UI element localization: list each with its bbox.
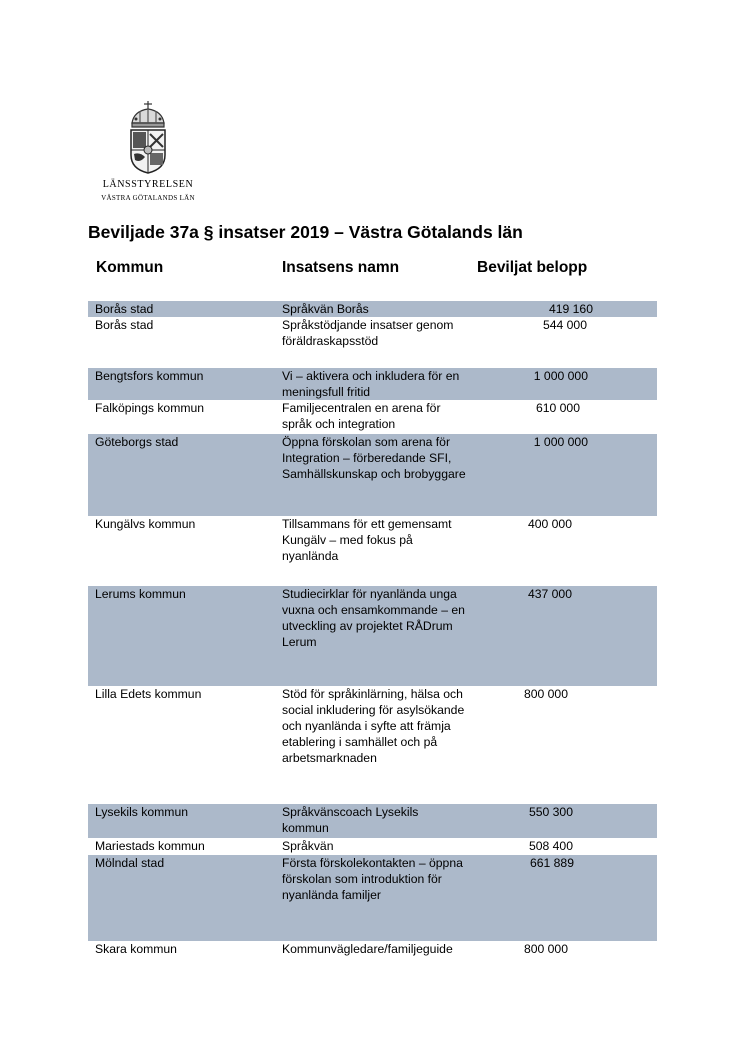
table-row (88, 317, 657, 368)
belopp-cell: 419 160 (548, 302, 593, 316)
kommun-cell: Skara kommun (95, 942, 177, 956)
insats-cell: Kommunvägledare/familjeguide (282, 942, 453, 956)
belopp-cell: 437 000 (527, 587, 572, 601)
kommun-cell: Lilla Edets kommun (95, 687, 202, 701)
kommun-cell: Borås stad (95, 318, 154, 332)
insats-cell: Familjecentralen en arena för språk och integration (282, 401, 441, 431)
kommun-cell: Mölndal stad (95, 856, 165, 870)
page-title: Beviljade 37a § insatser 2019 – Västra Götalands län (88, 222, 523, 242)
insats-cell: Vi – aktivera och inkludera för en meningsfull fritid (282, 369, 460, 399)
kommun-cell: Bengtsfors kommun (95, 369, 204, 383)
belopp-cell: 1 000 000 (533, 369, 588, 383)
insats-cell: Första förskolekontakten – öppna förskolan som introduktion för nyanlända familjer (282, 856, 463, 902)
insats-cell: Språkvän Borås (282, 302, 369, 316)
belopp-cell: 800 000 (523, 687, 568, 701)
belopp-cell: 661 889 (529, 856, 574, 870)
table-row (88, 586, 657, 686)
logo-name: LÄNSSTYRELSEN (102, 179, 194, 190)
kommun-cell: Falköpings kommun (95, 401, 205, 415)
table-row (88, 301, 657, 317)
table-row (88, 838, 657, 855)
column-header-belopp: Beviljat belopp (477, 259, 588, 276)
kommun-cell: Kungälvs kommun (95, 517, 196, 531)
column-header-insats: Insatsens namn (282, 259, 400, 276)
insats-cell: Språkstödjande insatser genom föräldraskapsstöd (282, 318, 454, 348)
insats-cell: Studiecirklar för nyanlända unga vuxna och ensamkommande – en utveckling av projektet RÅDrum Lerum (282, 587, 465, 649)
kommun-cell: Borås stad (95, 302, 154, 316)
insats-cell: Tillsammans för ett gemensamt Kungälv – med fokus på nyanlända (282, 517, 452, 563)
table-row (88, 516, 657, 586)
table-row (88, 941, 657, 961)
table-row (88, 400, 657, 434)
column-header-kommun: Kommun (96, 259, 164, 276)
belopp-cell: 400 000 (527, 517, 572, 531)
table-row (88, 855, 657, 941)
kommun-cell: Mariestads kommun (95, 839, 205, 853)
table-row (88, 686, 657, 804)
belopp-cell: 1 000 000 (533, 435, 588, 449)
insats-cell: Öppna förskolan som arena för Integration – förberedande SFI, Samhällskunskap och brobyggare (282, 435, 466, 481)
kommun-cell: Lysekils kommun (95, 805, 189, 819)
table-row (88, 368, 657, 400)
kommun-cell: Göteborgs stad (95, 435, 179, 449)
insats-cell: Stöd för språkinlärning, hälsa och social inkludering för asylsökande och nyanlända i syfte att främja etablering i samhället och på arbetsmarknaden (282, 687, 465, 765)
belopp-cell: 550 300 (528, 805, 573, 819)
belopp-cell: 508 400 (528, 839, 573, 853)
insats-cell: Språkvänscoach Lysekils kommun (282, 805, 419, 835)
table-row (88, 434, 657, 516)
belopp-cell: 800 000 (523, 942, 568, 956)
kommun-cell: Lerums kommun (95, 587, 186, 601)
logo-region: VÄSTRA GÖTALANDS LÄN (101, 194, 195, 202)
belopp-cell: 544 000 (542, 318, 587, 332)
table-row (88, 804, 657, 838)
belopp-cell: 610 000 (535, 401, 580, 415)
coat-of-arms-icon (118, 97, 178, 175)
insats-cell: Språkvän (282, 839, 334, 853)
